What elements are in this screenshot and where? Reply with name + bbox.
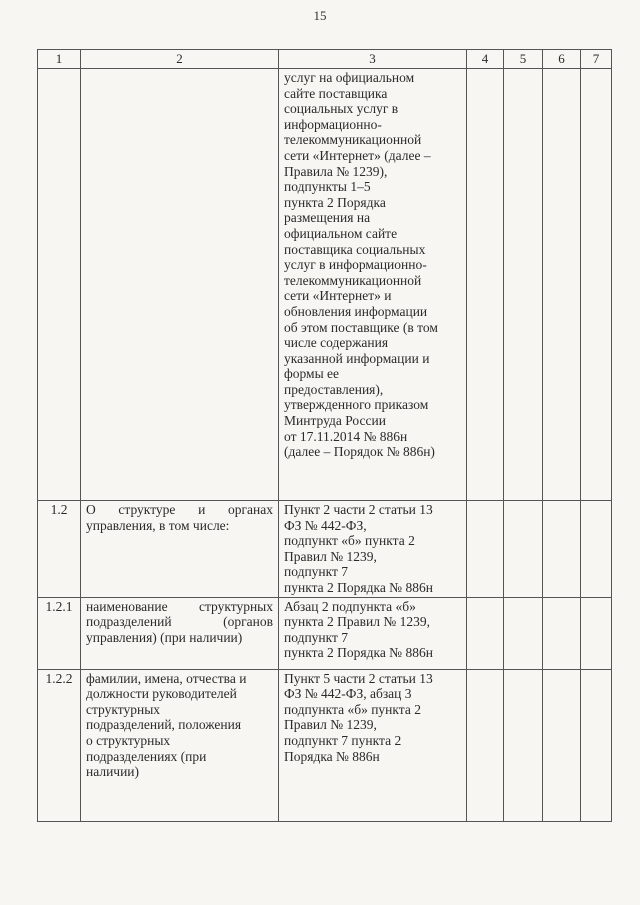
legal-basis-line: Минтруда России [284,413,386,429]
description-line: О структуре и органах управления, в том числе: [86,502,273,533]
column-number: 6 [543,50,581,69]
legal-basis-line: пункта 2 Порядка № 886н [284,579,433,595]
legal-basis-line: утвержденного приказом [284,397,429,413]
empty-cell [543,501,581,598]
legal-basis-line: телекоммуникационной [284,132,422,148]
column-number: 7 [581,50,612,69]
legal-basis-line: социальных услуг в [284,101,399,117]
item-number: 1.2.1 [38,597,81,669]
legal-basis-line: поставщика социальных [284,241,426,257]
legal-basis-line: Порядка № 886н [284,748,380,764]
legal-basis-line: услуг на официальном [284,70,415,85]
legal-basis [279,597,467,669]
legal-basis-line: Правил № 1239, [284,548,377,564]
legal-basis-line: Правил № 1239, [284,717,377,733]
column-number: 2 [81,50,279,69]
empty-cell [581,501,612,598]
legal-basis-line: сети «Интернет» и [284,288,392,304]
legal-basis-line: пункта 2 Порядка № 886н [284,645,433,661]
legal-basis-line: подпункта «б» пункта 2 [284,701,421,717]
legal-basis [279,69,467,501]
empty-cell [581,597,612,669]
column-number: 5 [504,50,543,69]
legal-basis-line: ФЗ № 442-ФЗ, [284,517,367,533]
description-line: должности руководителей [86,686,237,702]
table-row [38,501,612,598]
legal-basis-line: пункта 2 Порядка [284,194,386,210]
legal-basis-line: от 17.11.2014 № 886н [284,428,408,444]
empty-cell [581,69,612,501]
legal-basis-line: обновления информации [284,303,428,319]
page-number: 15 [313,8,327,23]
legal-basis-line: (далее – Порядок № 886н) [284,444,435,460]
legal-basis-line: подпункты 1–5 [284,179,371,195]
legal-basis [279,669,467,821]
legal-basis-line: сайте поставщика [284,85,388,101]
description-line: фамилии, имена, отчества и [86,670,247,686]
empty-cell [467,501,504,598]
table-row [38,597,612,669]
empty-cell [467,69,504,501]
legal-basis-line: подпункт 7 [284,629,349,645]
description-line: подразделений, положения [86,717,242,733]
empty-cell [581,669,612,821]
legal-basis-line: официальном сайте [284,225,398,241]
item-description [81,597,279,669]
legal-basis-line: размещения на [284,210,371,226]
legal-basis-line: телекоммуникационной [284,272,422,288]
column-number: 3 [279,50,467,69]
empty-cell [467,597,504,669]
empty-cell [504,501,543,598]
legal-basis-line: формы ее [284,366,340,382]
empty-cell [467,669,504,821]
legal-basis-line: Пункт 5 части 2 статьи 13 [284,670,433,686]
item-description [81,69,279,501]
requirements-table [37,49,612,822]
empty-cell [543,597,581,669]
legal-basis-line: подпункт 7 [284,564,349,580]
description-line: подразделениях (при [86,748,207,764]
legal-basis [279,501,467,598]
legal-basis-line: ФЗ № 442-ФЗ, абзац 3 [284,686,412,702]
legal-basis-line: подпункт «б» пункта 2 [284,533,415,549]
legal-basis-line: пункта 2 Правил № 1239, [284,614,430,630]
item-number [38,69,81,501]
empty-cell [504,597,543,669]
legal-basis-line: сети «Интернет» (далее – [284,147,431,163]
column-number: 4 [467,50,504,69]
legal-basis-line: об этом поставщике (в том [284,319,438,335]
empty-cell [543,669,581,821]
description-line: структурных [86,701,161,717]
legal-basis-line: Пункт 2 части 2 статьи 13 [284,502,433,517]
legal-basis-line: предоставления), [284,381,384,397]
table-row [38,69,612,501]
column-number: 1 [38,50,81,69]
item-number: 1.2 [38,501,81,598]
item-number: 1.2.2 [38,669,81,821]
legal-basis-line: Правила № 1239), [284,163,388,179]
empty-cell [504,69,543,501]
empty-cell [504,669,543,821]
description-line: о структурных [86,732,171,748]
table-row [38,669,612,821]
legal-basis-line: указанной информации и [284,350,430,366]
legal-basis-line: Абзац 2 подпункта «б» [284,598,416,614]
column-number-row [38,50,612,69]
item-description [81,669,279,821]
legal-basis-line: подпункт 7 пункта 2 [284,732,402,748]
empty-cell [543,69,581,501]
legal-basis-line: информационно- [284,116,382,132]
item-description [81,501,279,598]
legal-basis-line: числе содержания [284,335,389,351]
description-line: наличии) [86,764,140,780]
description-line: наименование структурных подразделений (органов управления) (при наличии) [86,598,273,645]
legal-basis-line: услуг в информационно- [284,257,427,273]
